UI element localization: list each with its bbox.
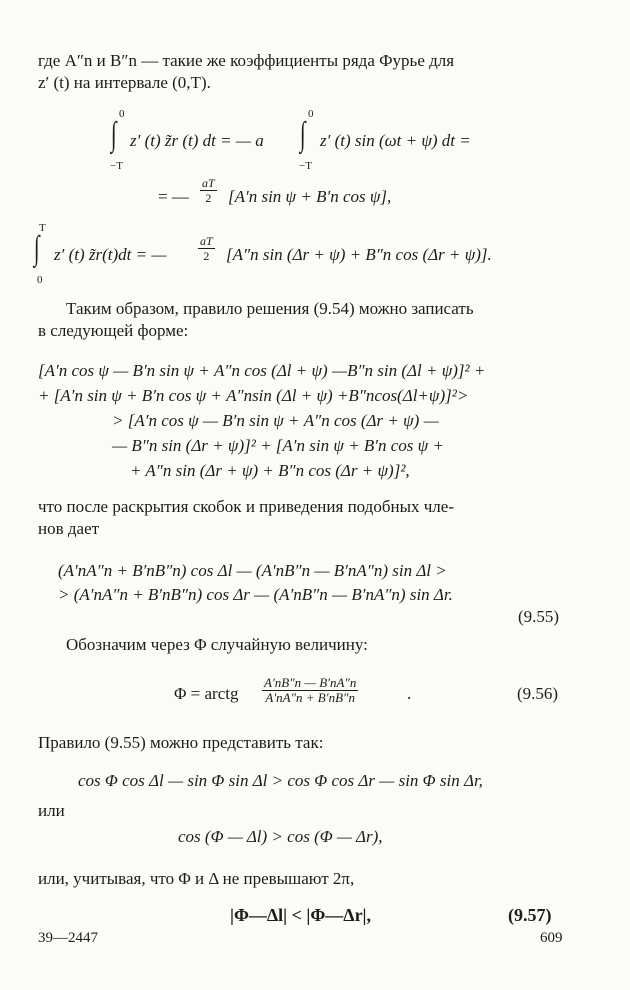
integral-upper-limit-2: 0 [308,108,314,120]
equation-9-55-line-2: > (A′nA″n + B′nB″n) cos Δr — (A′nB″n — B′nA″n) sin Δr. [58,585,453,604]
para-1-line-2: в следующей форме: [38,321,189,340]
para-3: Обозначим через Φ случайную величину: [66,635,368,654]
fraction-numerator: A′nB″n — B′nA″n [264,675,357,690]
integral-1-rhs: z′ (t) sin (ωt + ψ) dt = [320,131,471,150]
integral-sign: ∫ [110,116,117,153]
inequality-line-1: [A′n cos ψ — B′n sin ψ + A″n cos (Δl + ψ) —B″n sin (Δl + ψ)]² + [38,361,486,380]
inequality-line-3: > [A′n cos ψ — B′n sin ψ + A″n cos (Δr + ψ) — [112,411,439,430]
fraction-aT-over-2-b: $\frac{aT}{2}$ [200,234,213,263]
inequality-line-2: + [A′n sin ψ + B′n cos ψ + A″nsin (Δl + ψ) +B″ncos(Δl+ψ)]²> [38,386,469,405]
equation-9-56-fraction [262,676,358,705]
equation-number-9-57: (9.57) [508,905,552,925]
integral-1-continuation-prefix: = — [158,187,189,206]
equation-cos-2: cos (Φ — Δl) > cos (Φ — Δr), [178,827,383,846]
integral-2-lower-limit: 0 [37,274,43,286]
para-1-line-1: Таким образом, правило решения (9.54) можно записать [66,299,474,318]
integral-upper-limit: 0 [119,108,125,120]
integral-lower-limit: −T [110,160,123,172]
integral-1-lhs: z′ (t) z̃r (t) dt = — a [130,131,264,150]
or-text-1: или [38,801,65,820]
fraction-denominator: A′nA″n + B′nB″n [265,690,355,705]
integral-2-lhs: z′ (t) z̃r(t)dt = — [54,245,167,264]
integral-lower-limit-2: −T [299,160,312,172]
equation-9-56-lhs: Φ = arctg [174,684,239,703]
integral-sign-2: ∫ [299,116,306,153]
inequality-line-5: + A″n sin (Δr + ψ) + B″n cos (Δr + ψ)]², [130,461,410,480]
inequality-line-4: — B″n sin (Δr + ψ)]² + [A′n sin ψ + B′n cos ψ + [112,436,444,455]
para-2-line-1: что после раскрытия скобок и приведения подобных чле- [38,497,454,516]
equation-number-9-55: (9.55) [518,607,560,626]
printer-signature: 39—2447 [38,930,98,946]
equation-9-56-tail: . [407,684,412,703]
para-5: или, учитывая, что Φ и Δ не превышают 2π, [38,869,355,888]
para-2-line-2: нов дает [38,519,100,538]
para-4: Правило (9.55) можно представить так: [38,733,324,752]
equation-cos: cos Φ cos Δl — sin Φ sin Δl > cos Φ cos Δr — sin Φ sin Δr, [78,771,483,790]
equation-9-57-body: |Φ—Δl| < |Φ—Δr|, [230,905,372,925]
integral-2-rhs: [A″n sin (Δr + ψ) + B″n cos (Δr + ψ)]. [226,245,492,264]
equation-9-55-line-1: (A′nA″n + B′nB″n) cos Δl — (A′nB″n — B′nA″n) sin Δl > [58,561,447,580]
integral-2-sign: ∫ [33,230,40,267]
fraction-aT-over-2: $\frac{aT}{2}$ [202,176,215,205]
equation-number-9-56: (9.56) [517,684,559,703]
intro-line-2: z′ (t) на интервале (0,T). [38,73,211,92]
intro-line-1: где A″n и B″n — такие же коэффициенты ряда Фурье для [38,51,455,70]
page-number: 609 [540,930,563,946]
integral-2-upper-limit: T [39,222,46,234]
integral-1-continuation: [A′n sin ψ + B′n cos ψ], [228,187,392,206]
